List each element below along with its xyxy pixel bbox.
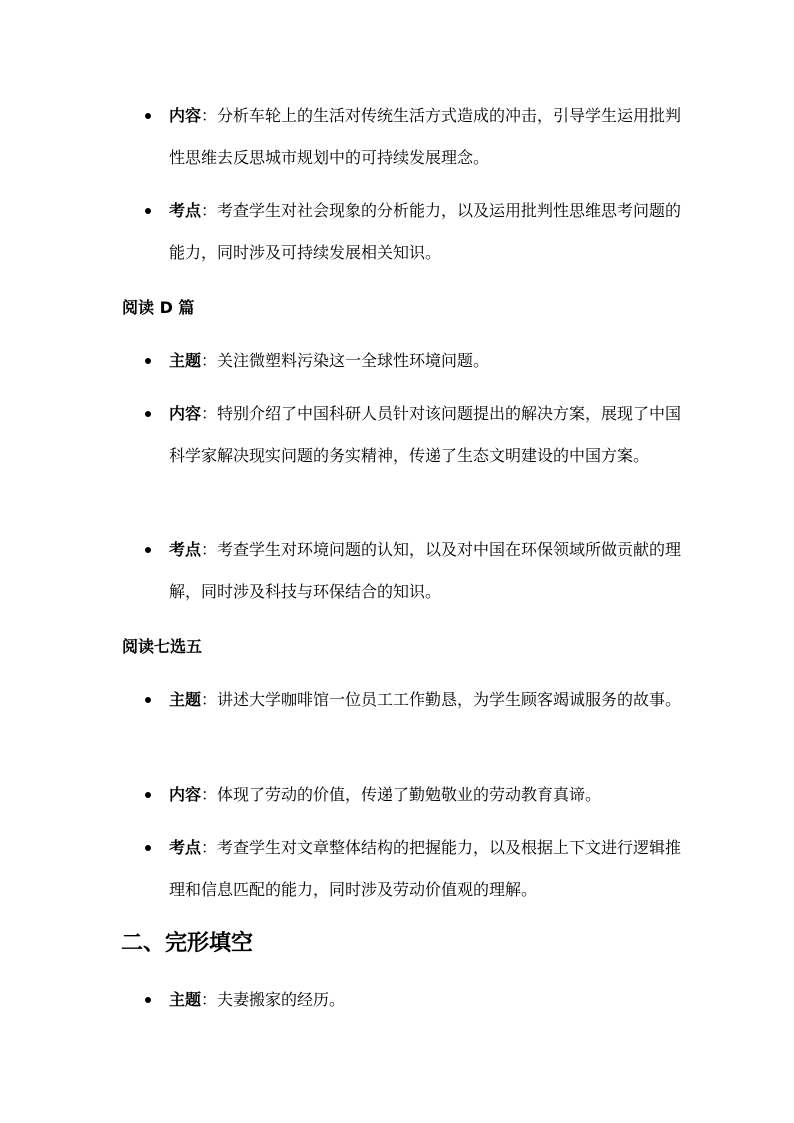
bullet-icon (145, 997, 151, 1003)
list-item: 内容：分析车轮上的生活对传统生活方式造成的冲击，引导学生运用批判性思维去反思城市规划中的可持续发展理念。 (145, 95, 685, 179)
list-item: 主题：讲述大学咖啡馆一位员工工作勤恳，为学生顾客竭诚服务的故事。 (145, 679, 685, 721)
bullet-icon (145, 547, 151, 553)
bullet-icon (145, 845, 151, 851)
list-item: 内容：体现了劳动的价值，传递了勤勉敬业的劳动教育真谛。 (145, 774, 685, 816)
list-item: 内容：特别介绍了中国科研人员针对该问题提出的解决方案，展现了中国科学家解决现实问题的务实精神，传递了生态文明建设的中国方案。 (145, 393, 685, 477)
item-label: 主题 (169, 690, 202, 709)
item-text: 考查学生对社会现象的分析能力，以及运用批判性思维思考问题的能力，同时涉及可持续发展相关知识。 (169, 201, 682, 262)
item-label: 考点 (169, 201, 202, 220)
item-label: 内容 (169, 404, 202, 423)
item-text: 体现了劳动的价值，传递了勤勉敬业的劳动教育真谛。 (217, 785, 602, 804)
item-label: 主题 (169, 990, 202, 1009)
item-text: 夫妻搬家的经历。 (217, 990, 346, 1009)
list-item: 考点：考查学生对文章整体结构的把握能力，以及根据上下文进行逻辑推理和信息匹配的能力，同时涉及劳动价值观的理解。 (145, 827, 685, 911)
item-text: 特别介绍了中国科研人员针对该问题提出的解决方案，展现了中国科学家解决现实问题的务实精神，传递了生态文明建设的中国方案。 (169, 404, 682, 465)
list-item: 考点：考查学生对社会现象的分析能力，以及运用批判性思维思考问题的能力，同时涉及可持续发展相关知识。 (145, 190, 685, 274)
item-text: 讲述大学咖啡馆一位员工工作勤恳，为学生顾客竭诚服务的故事。 (217, 690, 682, 709)
bullet-icon (145, 358, 151, 364)
bullet-icon (145, 208, 151, 214)
item-label: 主题 (169, 351, 202, 370)
list-item: 主题：夫妻搬家的经历。 (145, 979, 685, 1021)
section-heading-reading-seven: 阅读七选五 (122, 637, 203, 656)
item-text: 考查学生对文章整体结构的把握能力，以及根据上下文进行逻辑推理和信息匹配的能力，同时涉及劳动价值观的理解。 (169, 838, 682, 899)
item-text: 考查学生对环境问题的认知，以及对中国在环保领域所做贡献的理解，同时涉及科技与环保结合的知识。 (169, 540, 682, 601)
item-label: 考点 (169, 838, 202, 857)
section-heading-reading-d: 阅读 D 篇 (122, 298, 195, 317)
item-text: 分析车轮上的生活对传统生活方式造成的冲击，引导学生运用批判性思维去反思城市规划中的可持续发展理念。 (169, 106, 682, 167)
list-item: 主题：关注微塑料污染这一全球性环境问题。 (145, 340, 685, 382)
bullet-icon (145, 697, 151, 703)
item-label: 考点 (169, 540, 202, 559)
item-text: 关注微塑料污染这一全球性环境问题。 (217, 351, 490, 370)
list-item: 考点：考查学生对环境问题的认知，以及对中国在环保领域所做贡献的理解，同时涉及科技与环保结合的知识。 (145, 529, 685, 613)
bullet-icon (145, 792, 151, 798)
bullet-icon (145, 113, 151, 119)
section-heading-cloze: 二、完形填空 (121, 931, 254, 956)
bullet-icon (145, 411, 151, 417)
item-label: 内容 (169, 106, 202, 125)
item-label: 内容 (169, 785, 202, 804)
